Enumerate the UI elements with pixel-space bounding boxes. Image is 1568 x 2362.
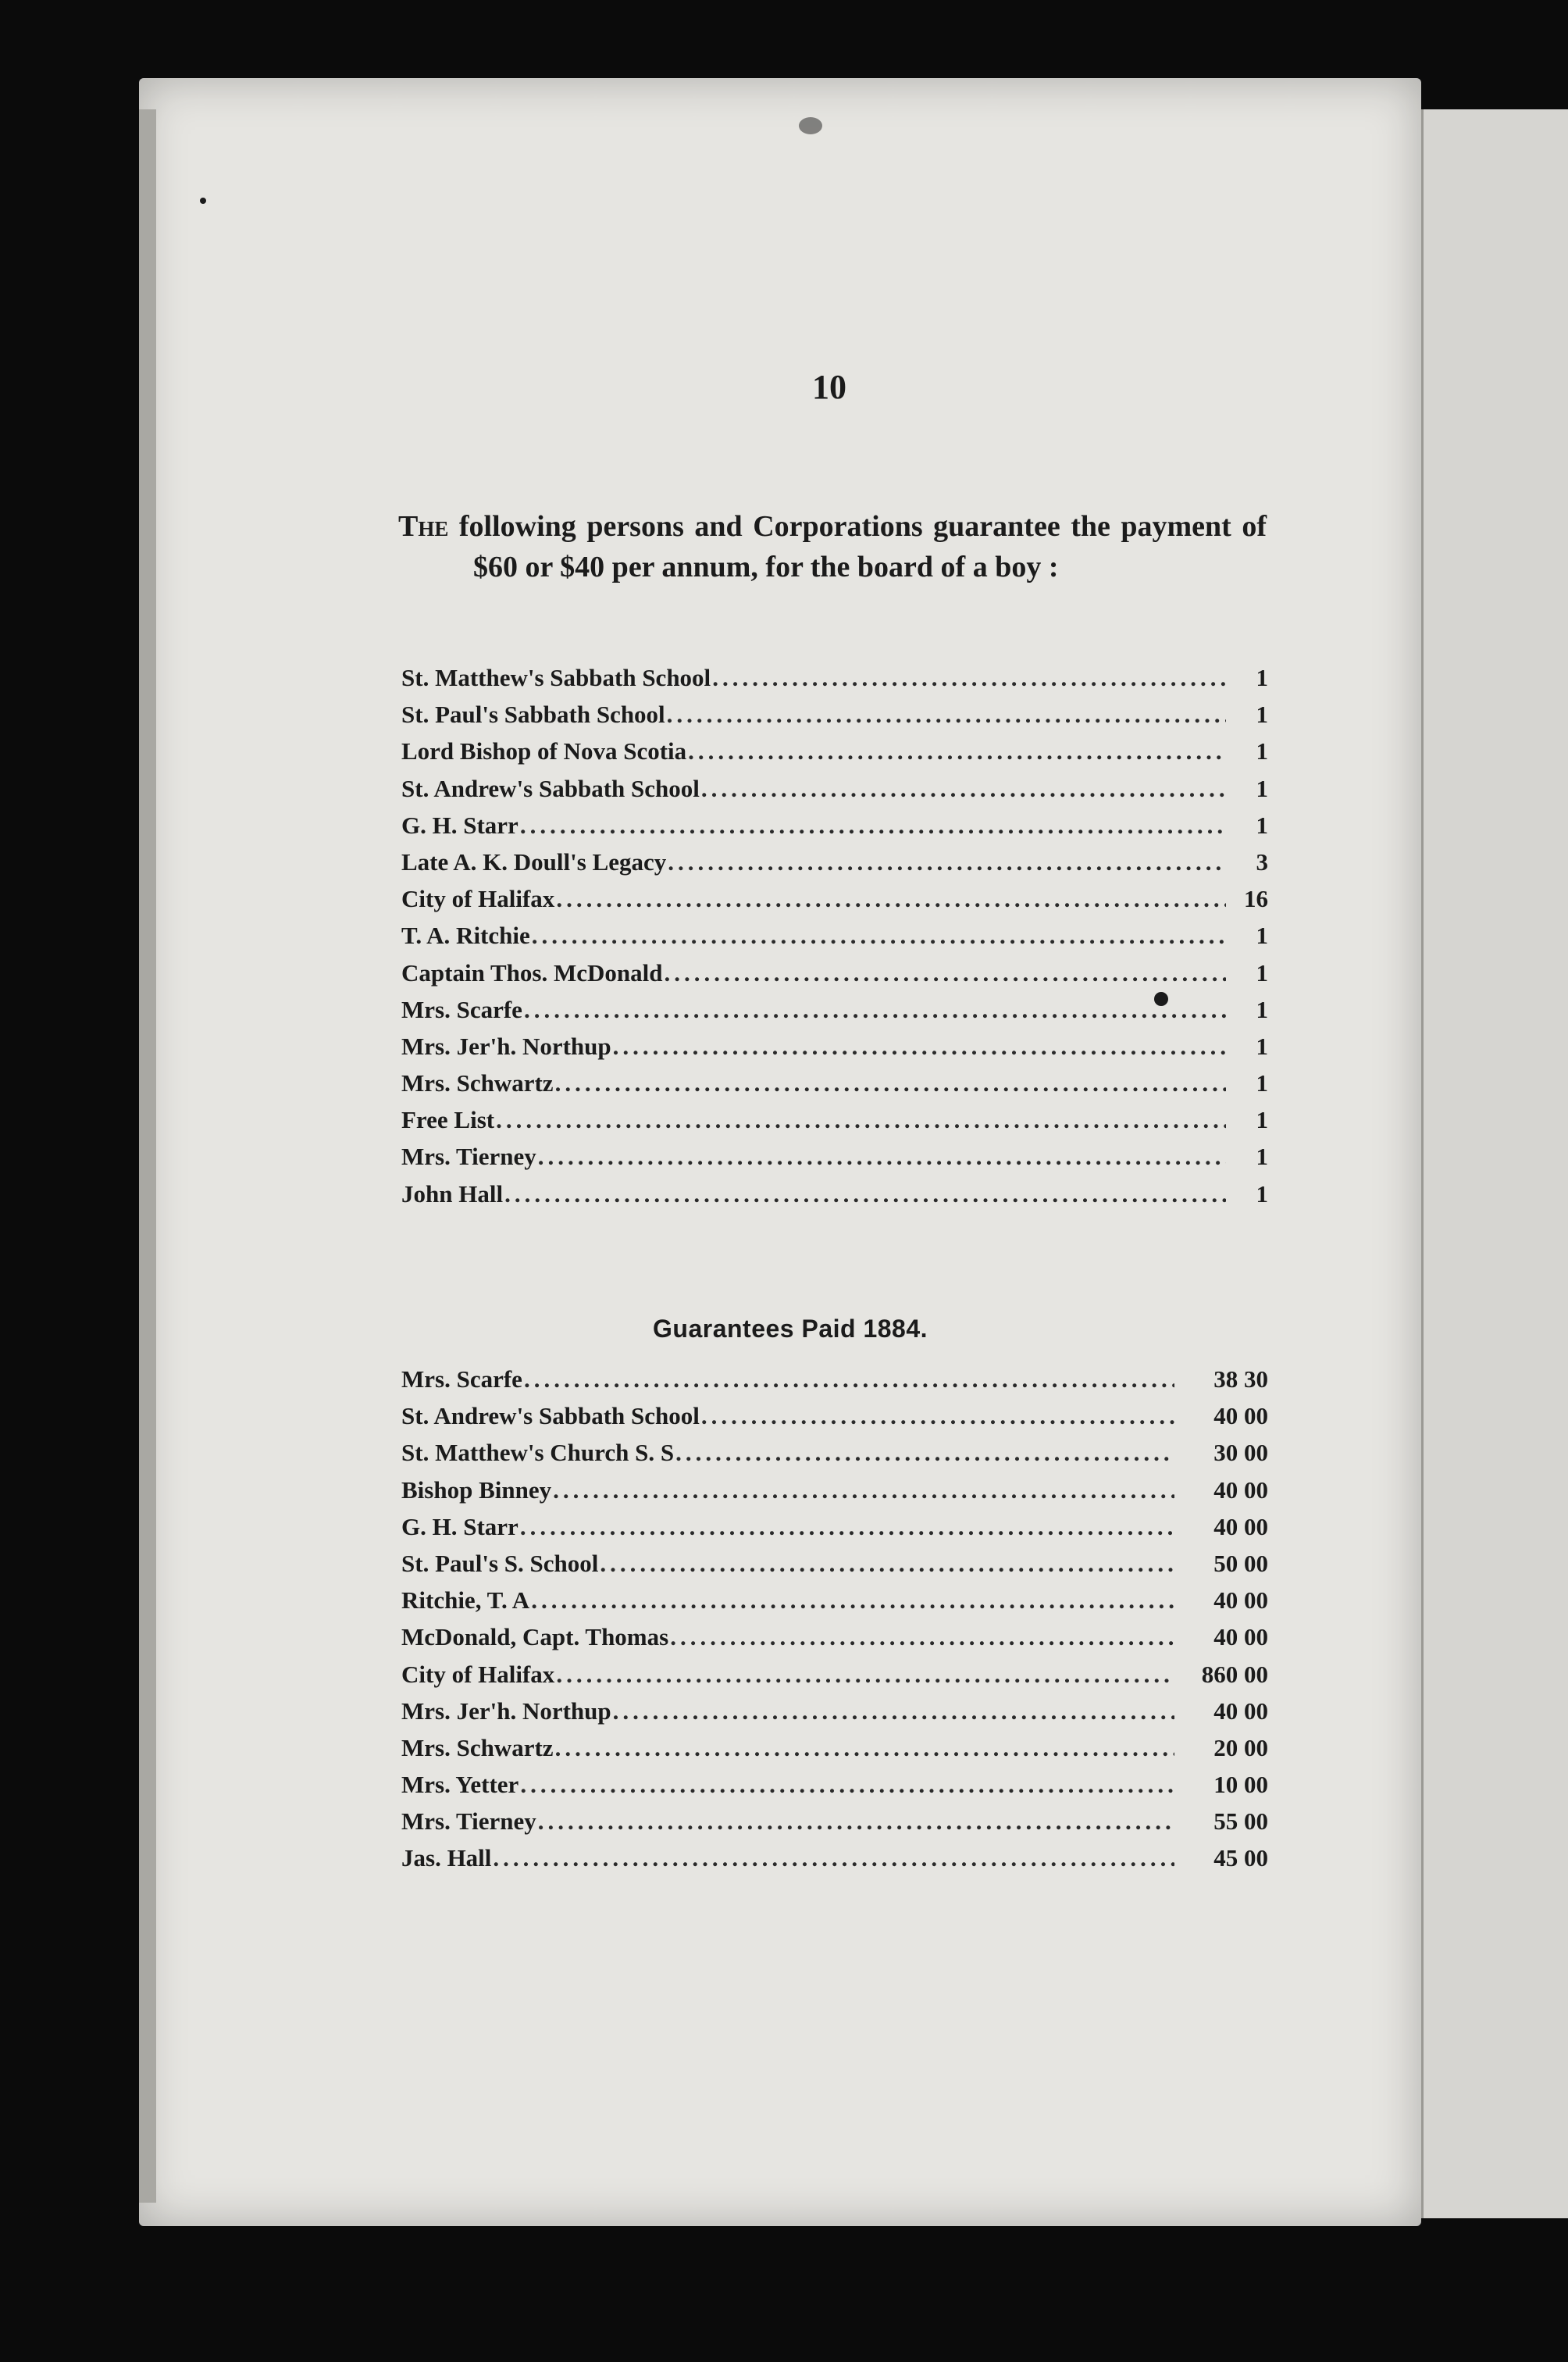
- guarantor-row-count: 1: [1256, 811, 1268, 839]
- intro-paragraph: [398, 506, 1267, 587]
- paid-row: [401, 1771, 1268, 1807]
- dot-leader: [504, 1180, 1226, 1208]
- guarantor-row-name: Lord Bishop of Nova Scotia: [401, 737, 687, 765]
- guarantor-row-name: John Hall: [401, 1179, 504, 1208]
- paid-row: [401, 1550, 1268, 1586]
- guarantor-row-name: Mrs. Schwartz: [401, 1069, 554, 1097]
- guarantor-row-count: 16: [1244, 885, 1268, 913]
- paid-row-name: Mrs. Jer'h. Northup: [401, 1697, 611, 1725]
- ink-spot: [799, 117, 822, 134]
- paid-row-name: Jas. Hall: [401, 1844, 492, 1872]
- dot-leader: [668, 848, 1226, 876]
- dot-leader: [667, 701, 1226, 729]
- dot-leader: [688, 737, 1226, 765]
- dot-leader: [664, 959, 1226, 987]
- paid-row-name: McDonald, Capt. Thomas: [401, 1623, 669, 1651]
- paid-row-name: Mrs. Tierney: [401, 1807, 536, 1836]
- paid-row-name: Ritchie, T. A: [401, 1586, 530, 1615]
- guarantor-row-count: 1: [1256, 1032, 1268, 1060]
- guarantor-row-count: 1: [1256, 1179, 1268, 1208]
- guarantor-row: [401, 996, 1268, 1033]
- dot-leader: [524, 1365, 1174, 1393]
- paid-row-amount: 40 00: [1213, 1402, 1268, 1430]
- paid-row-name: Mrs. Scarfe: [401, 1365, 522, 1393]
- guarantor-row: [401, 1180, 1268, 1217]
- dot-leader: [538, 1807, 1174, 1836]
- guarantor-row-count: 1: [1256, 958, 1268, 987]
- guarantor-row: [401, 812, 1268, 848]
- dot-leader: [613, 1033, 1226, 1061]
- dot-leader: [712, 664, 1226, 692]
- paid-row-amount: 50 00: [1213, 1549, 1268, 1577]
- paid-row: [401, 1734, 1268, 1771]
- guarantor-row-name: Free List: [401, 1106, 495, 1134]
- dot-leader: [553, 1476, 1174, 1504]
- guarantor-row-count: 1: [1256, 922, 1268, 950]
- guarantor-row: [401, 848, 1268, 885]
- intro-lead-word: The: [398, 510, 449, 543]
- paid-row-amount: 20 00: [1213, 1733, 1268, 1761]
- guarantor-row-count: 1: [1256, 1069, 1268, 1097]
- dot-leader: [555, 1734, 1174, 1762]
- dot-leader: [701, 1402, 1174, 1430]
- guarantor-row-count: 1: [1256, 664, 1268, 691]
- dot-leader: [496, 1106, 1226, 1134]
- guarantor-row: [401, 1069, 1268, 1106]
- guarantor-row-count: 1: [1256, 1143, 1268, 1171]
- paid-row-amount: 40 00: [1213, 1475, 1268, 1504]
- paid-row-name: Mrs. Yetter: [401, 1771, 519, 1799]
- dot-leader: [670, 1623, 1174, 1651]
- paid-row: [401, 1807, 1268, 1844]
- paid-row-name: St. Paul's S. School: [401, 1549, 599, 1577]
- dot-leader: [493, 1844, 1174, 1872]
- guarantor-list: [401, 664, 1268, 1217]
- dot-leader: [524, 996, 1226, 1024]
- page-number: 10: [812, 368, 846, 406]
- guarantor-row: [401, 1106, 1268, 1143]
- guarantor-row-name: Mrs. Scarfe: [401, 995, 522, 1023]
- dot-leader: [531, 1586, 1174, 1615]
- dot-leader: [675, 1439, 1174, 1467]
- guarantor-row: [401, 775, 1268, 812]
- paid-row: [401, 1586, 1268, 1623]
- guarantor-row-count: 1: [1256, 1106, 1268, 1134]
- ink-spot: [200, 198, 206, 204]
- paid-row-amount: 30 00: [1213, 1439, 1268, 1467]
- paid-row: [401, 1439, 1268, 1475]
- paid-row: [401, 1844, 1268, 1881]
- dot-leader: [556, 1661, 1174, 1689]
- guarantor-row: [401, 885, 1268, 922]
- paid-row: [401, 1513, 1268, 1550]
- paid-row: [401, 1697, 1268, 1734]
- next-page-edge: [1421, 109, 1568, 2218]
- guarantor-row-name: Mrs. Jer'h. Northup: [401, 1032, 611, 1060]
- guarantor-row: [401, 922, 1268, 958]
- paid-row: [401, 1476, 1268, 1513]
- guarantor-row-name: St. Matthew's Sabbath School: [401, 664, 711, 691]
- paid-row-name: G. H. Starr: [401, 1512, 519, 1540]
- guarantor-row-name: Captain Thos. McDonald: [401, 958, 663, 987]
- guarantor-row: [401, 701, 1268, 737]
- paid-row-amount: 860 00: [1201, 1660, 1268, 1688]
- paid-row-amount: 38 30: [1213, 1365, 1268, 1393]
- guarantor-row-name: Late A. K. Doull's Legacy: [401, 847, 667, 876]
- guarantor-row: [401, 737, 1268, 774]
- guarantor-row-count: 1: [1256, 701, 1268, 729]
- paid-row: [401, 1661, 1268, 1697]
- dot-leader: [538, 1143, 1226, 1171]
- dot-leader: [520, 1771, 1174, 1799]
- paid-row-name: St. Matthew's Church S. S: [401, 1439, 675, 1467]
- guarantor-row-name: Mrs. Tierney: [401, 1143, 536, 1171]
- dot-leader: [613, 1697, 1174, 1725]
- guarantor-row: [401, 959, 1268, 996]
- guarantor-row-name: St. Paul's Sabbath School: [401, 701, 665, 729]
- guarantor-row-name: T. A. Ritchie: [401, 922, 530, 950]
- guarantor-row-count: 3: [1256, 847, 1268, 876]
- dot-leader: [520, 1513, 1174, 1541]
- paid-row-amount: 40 00: [1213, 1623, 1268, 1651]
- intro-text: following persons and Corporations guarantee the payment of $60 or $40 per annum, for the board of a boy :: [458, 510, 1267, 583]
- guarantor-row: [401, 1143, 1268, 1179]
- paid-row-amount: 55 00: [1213, 1807, 1268, 1836]
- guarantor-row-name: G. H. Starr: [401, 811, 519, 839]
- paid-row-name: City of Halifax: [401, 1660, 555, 1688]
- dot-leader: [701, 775, 1226, 803]
- binding-edge: [139, 109, 156, 2203]
- dot-leader: [532, 922, 1226, 950]
- paid-row: [401, 1623, 1268, 1660]
- guarantor-row-name: City of Halifax: [401, 885, 555, 913]
- dot-leader: [520, 812, 1226, 840]
- guarantor-row-count: 1: [1256, 995, 1268, 1023]
- ink-spot: [1154, 992, 1168, 1006]
- dot-leader: [555, 1069, 1226, 1097]
- guarantor-row: [401, 1033, 1268, 1069]
- paid-row-amount: 10 00: [1213, 1771, 1268, 1799]
- paid-row-amount: 45 00: [1213, 1844, 1268, 1872]
- paid-row-name: Mrs. Schwartz: [401, 1733, 554, 1761]
- section-title-guarantees-paid: Guarantees Paid 1884.: [653, 1315, 928, 1343]
- paid-row: [401, 1365, 1268, 1402]
- guarantor-row-count: 1: [1256, 774, 1268, 802]
- guarantor-row: [401, 664, 1268, 701]
- dot-leader: [556, 885, 1226, 913]
- paid-row-amount: 40 00: [1213, 1512, 1268, 1540]
- guarantor-row-count: 1: [1256, 737, 1268, 765]
- paid-row-name: Bishop Binney: [401, 1475, 552, 1504]
- guarantor-row-name: St. Andrew's Sabbath School: [401, 774, 700, 802]
- paid-row-amount: 40 00: [1213, 1586, 1268, 1615]
- guarantees-paid-list: [401, 1365, 1268, 1882]
- paid-row-name: St. Andrew's Sabbath School: [401, 1402, 700, 1430]
- paid-row-amount: 40 00: [1213, 1697, 1268, 1725]
- dot-leader: [600, 1550, 1174, 1578]
- paid-row: [401, 1402, 1268, 1439]
